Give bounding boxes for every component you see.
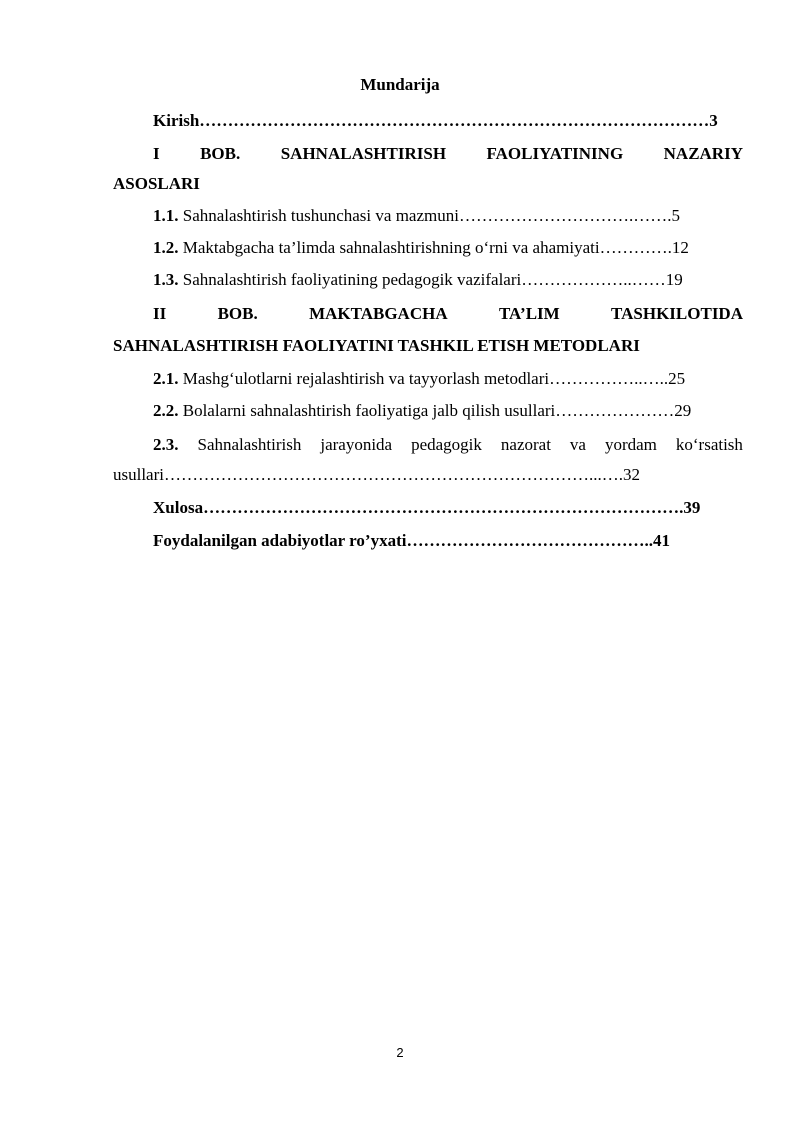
toc-entry-2-1 bbox=[153, 368, 685, 390]
section-title-word: nazorat bbox=[500, 435, 551, 454]
page-number: 2 bbox=[396, 1045, 404, 1060]
toc-entry-xulosa: Xulosa………………………………………………………………………….39 bbox=[153, 498, 701, 517]
heading-word: SAHNALASHTIRISH bbox=[280, 144, 447, 163]
toc-entry-1-2 bbox=[153, 237, 689, 259]
toc-chapter-1-heading bbox=[153, 143, 743, 165]
section-number: 1.2. bbox=[153, 238, 179, 257]
section-number: 1.1. bbox=[153, 206, 179, 225]
section-title: Bolalarni sahnalashtirish faoliyatiga jalb qilish usullari…………………29 bbox=[178, 401, 692, 420]
toc-entry-2-3 bbox=[153, 434, 743, 456]
section-title: Mashg‘ulotlarni rejalashtirish va tayyorlash metodlari……………..…..25 bbox=[178, 369, 686, 388]
section-number: 2.3. bbox=[153, 435, 179, 454]
toc-chapter-2-heading-cont: SAHNALASHTIRISH FAOLIYATINI TASHKIL ETISH METODLARI bbox=[113, 336, 640, 355]
toc-entry-adabiyotlar: Foydalanilgan adabiyotlar ro’yxati……………………………………..41 bbox=[153, 531, 670, 550]
section-title-word: yordam bbox=[604, 435, 657, 454]
section-title: Sahnalashtirish tushunchasi va mazmuni………………………….…….5 bbox=[178, 206, 680, 225]
section-title-word: pedagogik bbox=[411, 435, 482, 454]
section-title-word: va bbox=[569, 435, 586, 454]
section-number: 2.2. bbox=[153, 401, 179, 420]
toc-entry-2-3-cont: usullari…………………………………………………………………...….32 bbox=[113, 465, 640, 484]
heading-word: II bbox=[153, 304, 167, 323]
heading-word: BOB. bbox=[217, 304, 258, 323]
section-number: 1.3. bbox=[153, 270, 179, 289]
heading-word: BOB. bbox=[200, 144, 241, 163]
section-title-word: jarayonida bbox=[320, 435, 393, 454]
toc-entry-2-2 bbox=[153, 400, 691, 422]
toc-entry-1-1 bbox=[153, 205, 680, 227]
toc-title: Mundarija bbox=[360, 75, 440, 94]
heading-word: FAOLIYATINING bbox=[486, 144, 624, 163]
section-title: Maktabgacha ta’limda sahnalashtirishning o‘rni va ahamiyati………….12 bbox=[178, 238, 689, 257]
section-number: 2.1. bbox=[153, 369, 179, 388]
heading-word: NAZARIY bbox=[663, 144, 743, 163]
heading-word: MAKTABGACHA bbox=[309, 304, 448, 323]
section-title-word: Sahnalashtirish bbox=[197, 435, 302, 454]
heading-word: TA’LIM bbox=[498, 304, 560, 323]
section-title-word: ko‘rsatish bbox=[675, 435, 743, 454]
heading-word: I bbox=[153, 144, 160, 163]
section-title: Sahnalashtirish faoliyatining pedagogik vazifalari………………..……19 bbox=[178, 270, 683, 289]
toc-entry-kirish: Kirish………………………………………………………………………………3 bbox=[153, 111, 718, 130]
toc-chapter-2-heading bbox=[153, 303, 743, 325]
toc-chapter-1-heading-cont: ASOSLARI bbox=[113, 174, 200, 193]
toc-entry-1-3 bbox=[153, 269, 683, 291]
heading-word: TASHKILOTIDA bbox=[611, 304, 743, 323]
